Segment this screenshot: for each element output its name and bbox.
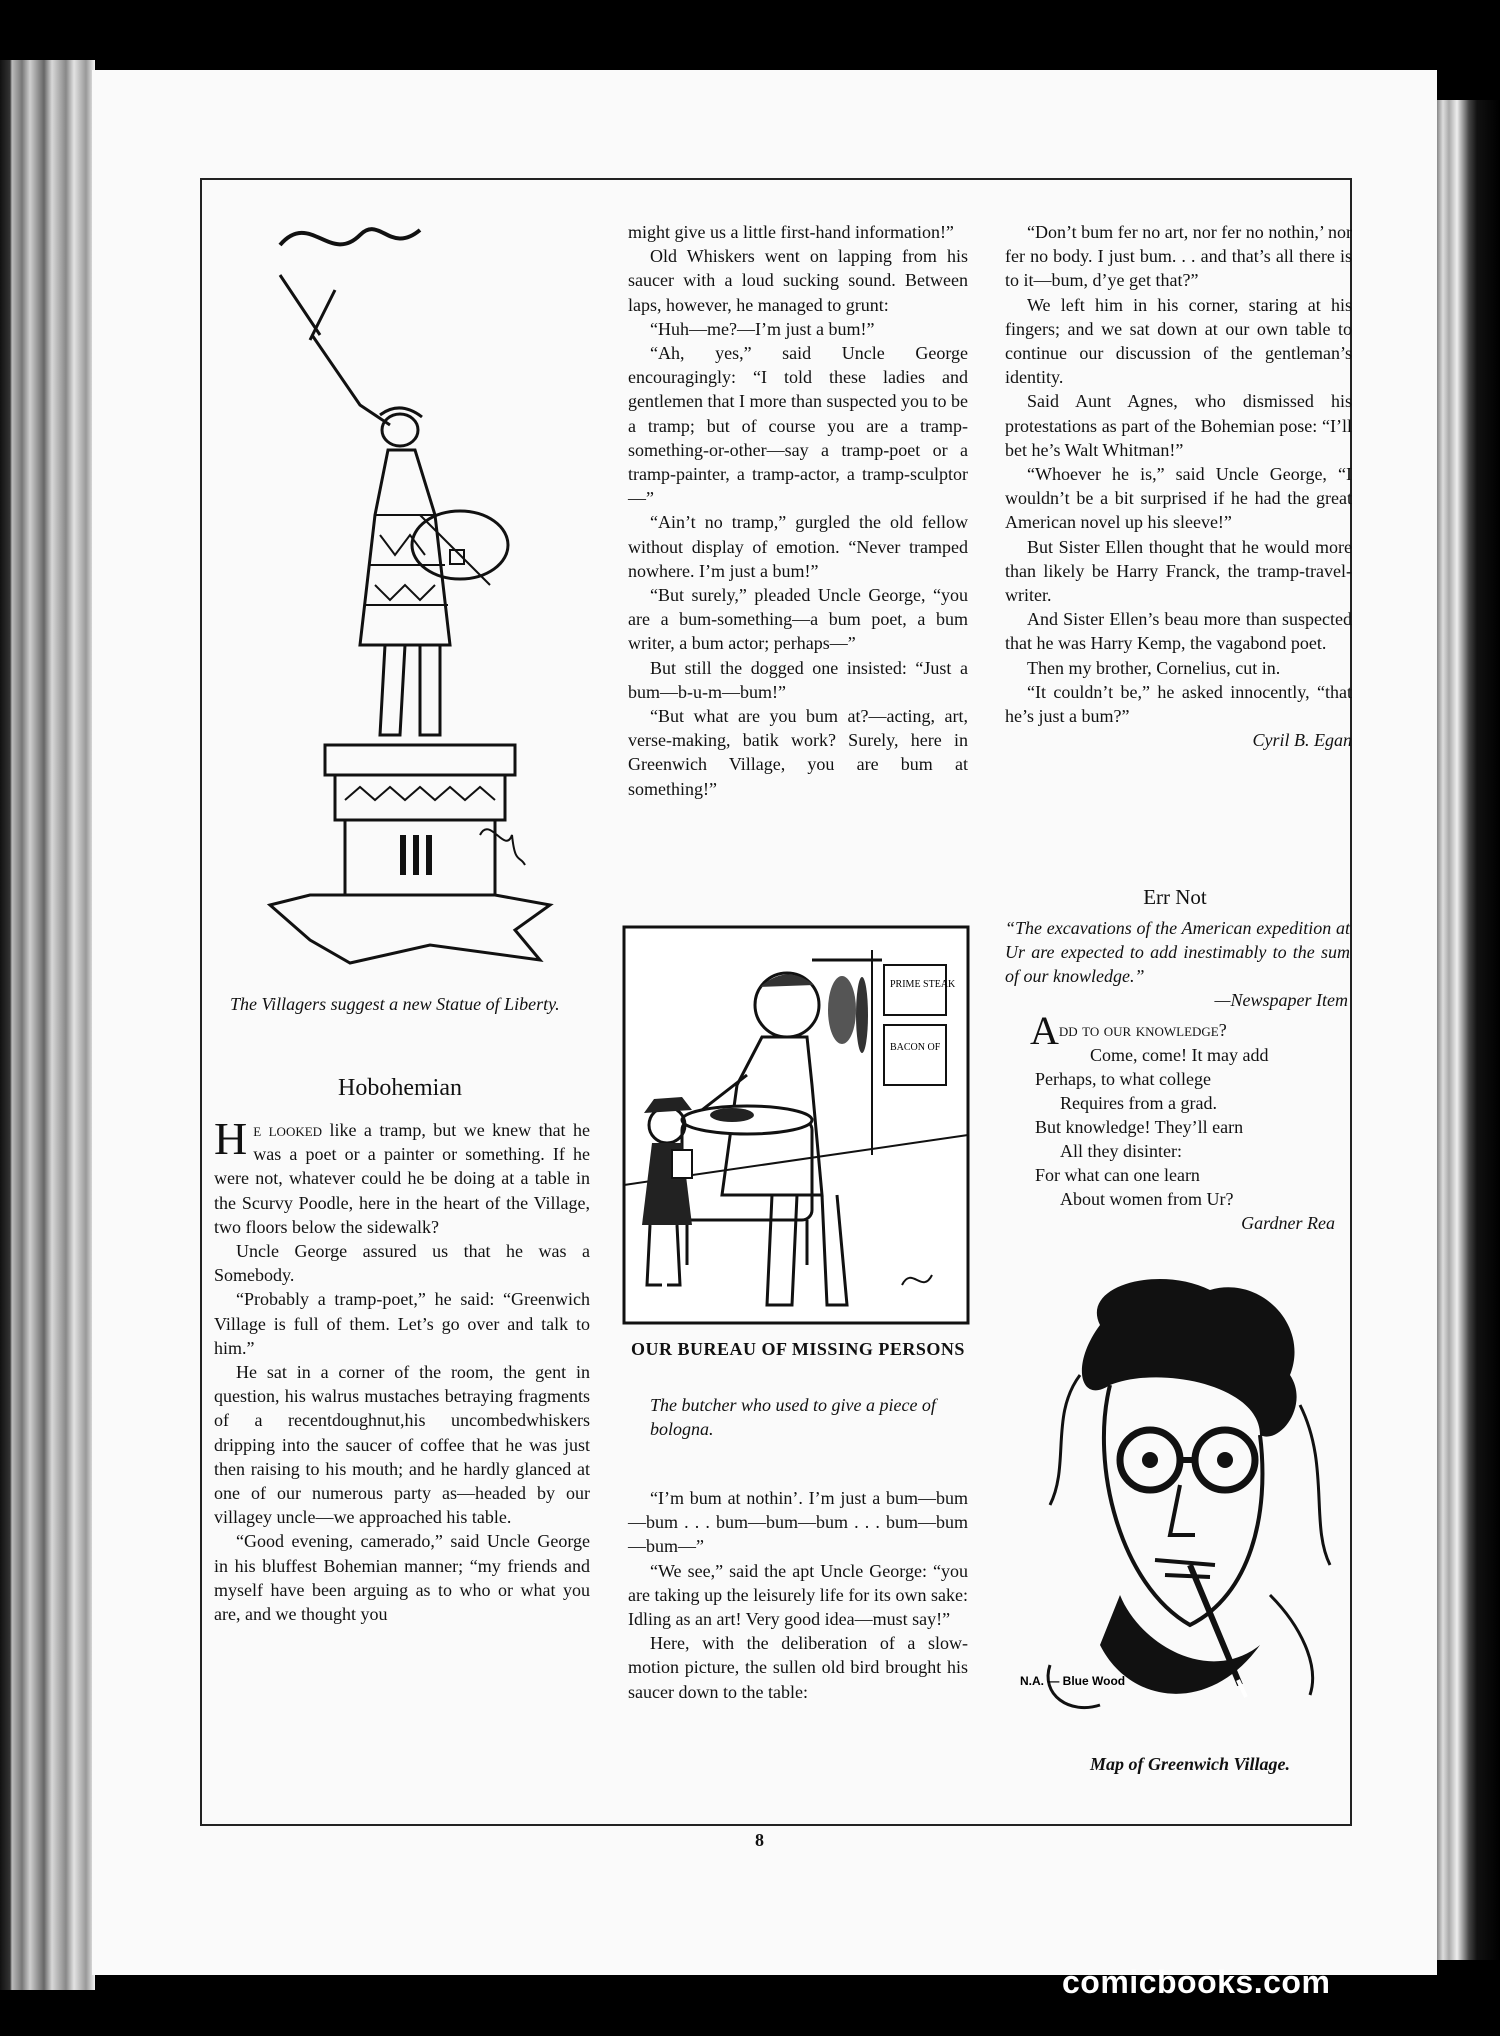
paragraph-text: like a tramp, but we knew that he was a poet or a painter or something. If he were not, whatever could he be doing at a table in the Scurvy Poodle, here in the heart of the Village, two floors below the sidewalk? (214, 1120, 590, 1237)
paragraph: “But surely,” pleaded Uncle George, “you are a bum-something—a bum poet, a bum writer, a bum actor; perhaps—” (628, 585, 968, 654)
paragraph: Said Aunt Agnes, who dismissed his protestations as part of the Bohemian pose: “I’ll bet he’s Walt Whitman!” (1005, 391, 1352, 460)
map-caption: Map of Greenwich Village. (1089, 1754, 1290, 1774)
poem-heading-err-not: Err Not (1143, 885, 1207, 909)
paragraph: “Huh—me?—I’m just a bum!” (650, 318, 875, 339)
poem-err-not (1030, 1008, 1350, 1235)
paragraph: And Sister Ellen’s beau more than suspected that he was Harry Kemp, the vagabond poet. (1005, 609, 1352, 654)
column-2-article-text-top (628, 220, 968, 801)
paragraph: Old Whiskers went on lapping from his saucer with a loud sucking sound. Between laps, however, he managed to grunt: (628, 246, 968, 315)
paragraph: “Whoever he is,” said Uncle George, “I wouldn’t be a bit surprised if he had the great American novel up his sleeve!” (1005, 464, 1352, 533)
poem-line-text: dd to our knowledge? (1058, 1020, 1227, 1040)
drop-cap: H (214, 1113, 248, 1164)
poem-line: Perhaps, to what college (1035, 1069, 1211, 1089)
poem-line: Come, come! It may add (1090, 1045, 1269, 1065)
sign-prime-steak: PRIME STEAK (890, 979, 956, 990)
statue-caption: The Villagers suggest a new Statue of Liberty. (230, 994, 560, 1014)
poem-line: For what can one learn (1035, 1165, 1200, 1185)
paragraph (214, 1113, 590, 1239)
paragraph: We left him in his corner, staring at his fingers; and we sat down at our own table to continue our discussion of the gentleman’s identity. (1005, 294, 1352, 388)
poem-line: But knowledge! They’ll earn (1035, 1117, 1244, 1137)
paragraph: “Ah, yes,” said Uncle George encouragingly: “I told these ladies and gentlemen that I more than suspected you to be a tramp; but of course you are a tramp-something-or-other—say a tramp-poet or a tramp-painter, a tramp-actor, a tramp-sculptor—” (628, 343, 968, 509)
cartoon-caption: The butcher who used to give a piece of bologna. (650, 1395, 936, 1439)
book-page-edges-right (1437, 100, 1500, 1960)
paragraph: But still the dogged one insisted: “Just a bum—b-u-m—bum!” (628, 657, 968, 702)
book-page-edges-left (0, 60, 95, 1990)
caricature-sketch (1010, 1265, 1340, 1735)
poem-drop-cap: A (1030, 1008, 1059, 1053)
paragraph: “It couldn’t be,” he asked innocently, “that he’s just a bum?” (1005, 681, 1352, 727)
poem-line: Requires from a grad. (1060, 1093, 1217, 1113)
paragraph: Here, with the deliberation of a slow-motion picture, the sullen old bird brought his saucer down to the table: (628, 1633, 968, 1702)
paragraph: “Don’t bum fer no art, nor fer no nothin,’ nor fer no body. I just bum. . . and that’s all there is to it—bum, d’ye get that?” (1005, 222, 1352, 291)
poem-epigraph: “The excavations of the American expedition at Ur are expected to add inestimably to the sum of our knowledge.” (1005, 918, 1350, 986)
byline-gardner-rea: Gardner Rea (1241, 1213, 1335, 1233)
column-2-article-text-bottom (628, 1486, 968, 1704)
poem-line (1030, 1008, 1350, 1053)
cartoon-title: OUR BUREAU OF MISSING PERSONS (631, 1339, 965, 1359)
poem-epigraph-source: —Newspaper Item (1214, 990, 1348, 1010)
sketch-signature: N.A. — Blue Wood (1020, 1674, 1126, 1688)
paragraph: “But what are you bum at?—acting, art, verse-making, batik work? Surely, here in Greenwich Village, you are bum at something!” (628, 706, 968, 799)
byline-cyril-egan: Cyril B. Egan (1252, 730, 1352, 751)
paragraph: “Probably a tramp-poet,” he said: “Greenwich Village is full of them. Let’s go over and talk to him.” (214, 1289, 590, 1358)
poem-line: All they disinter: (1060, 1141, 1182, 1161)
column-1-article-text (214, 1113, 590, 1626)
page-number: 8 (755, 1830, 764, 1850)
sign-bacon: BACON OF (890, 1042, 941, 1053)
paragraph: “I’m bum at nothin’. I’m just a bum—bum—bum . . . bum—bum—bum . . . bum—bum—bum—” (628, 1488, 968, 1557)
paragraph: might give us a little first-hand information!” (628, 222, 954, 242)
paragraph: “Good evening, camerado,” said Uncle George in his bluffest Bohemian manner; “my friends and myself have been arguing as to who or what you are, and we thought you (214, 1531, 590, 1625)
lead-smallcaps: e looked (253, 1120, 323, 1140)
paragraph: “We see,” said the apt Uncle George: “you are taking up the leisurely life for its own sake: Idling as an art! Very good idea—must say!” (628, 1560, 968, 1630)
statue-illustration (250, 215, 570, 975)
watermark-logo: comicbooks.com (1062, 1964, 1331, 2000)
paragraph: Uncle George assured us that he was a Somebody. (214, 1241, 590, 1286)
paragraph: “Ain’t no tramp,” gurgled the old fellow without display of emotion. “Never tramped nowhere. I’m just a bum!” (628, 512, 968, 581)
paragraph: But Sister Ellen thought that he would more than likely be Harry Franck, the tramp-travel-writer. (1005, 536, 1352, 606)
article-heading-hobohemian: Hobohemian (338, 1075, 462, 1101)
poem-line: About women from Ur? (1060, 1189, 1234, 1209)
butcher-cartoon (622, 925, 970, 1325)
paragraph: Then my brother, Cornelius, cut in. (1027, 657, 1281, 678)
paragraph: He sat in a corner of the room, the gent in question, his walrus mustaches betraying fragments of a recentdoughnut,his uncombedwhiskers dripping into the saucer of coffee that he was just then raising to his mouth; and he hardly glanced at one of our numerous party as—headed by our villagey uncle—we approached his table. (214, 1362, 590, 1528)
column-3-article-text (1005, 220, 1352, 752)
